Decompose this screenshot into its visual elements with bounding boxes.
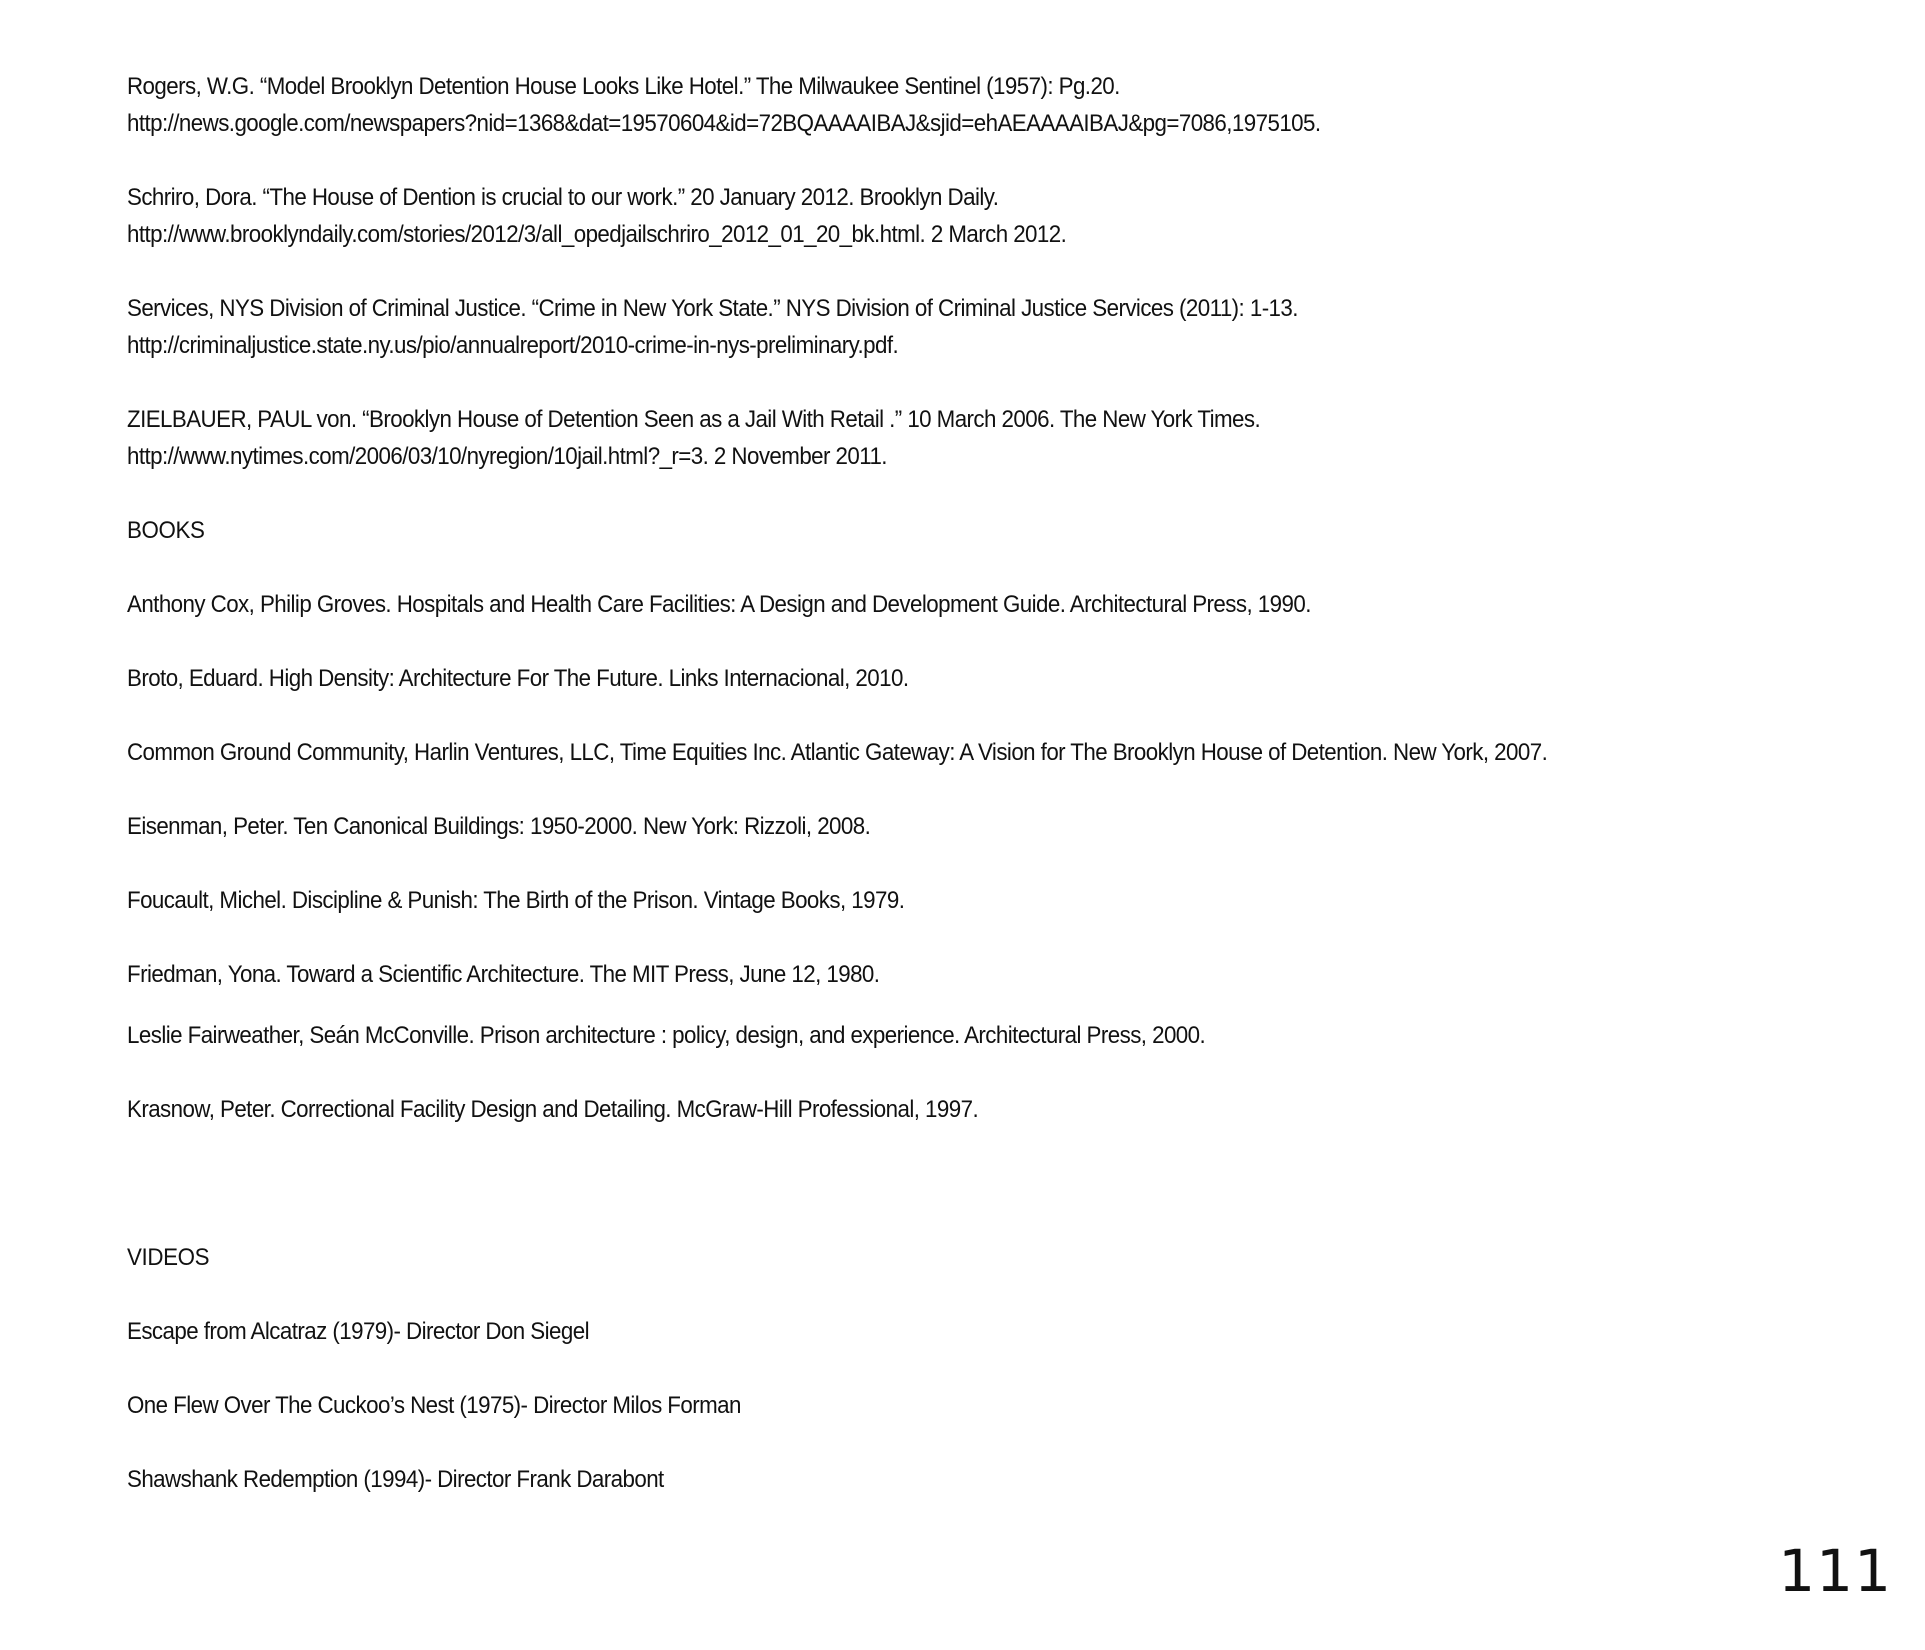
books-heading: BOOKS <box>127 517 205 544</box>
reference-url: http://criminaljustice.state.ny.us/pio/annualreport/2010-crime-in-nys-preliminary.pdf. <box>127 332 899 359</box>
book-entry: Common Ground Community, Harlin Ventures, LLC, Time Equities Inc. Atlantic Gateway: A Vision for The Brooklyn House of Detention. New York, 2007. <box>127 739 1548 766</box>
book-entry: Friedman, Yona. Toward a Scientific Architecture. The MIT Press, June 12, 1980. <box>127 961 880 988</box>
reference-citation: Rogers, W.G. “Model Brooklyn Detention House Looks Like Hotel.” The Milwaukee Sentinel (1957): Pg.20. <box>127 73 1120 100</box>
reference-url: http://news.google.com/newspapers?nid=1368&dat=19570604&id=72BQAAAAIBAJ&sjid=ehAEAAAAIBAJ&pg=7086,1975105. <box>127 110 1321 137</box>
reference-url: http://www.nytimes.com/2006/03/10/nyregion/10jail.html?_r=3. 2 November 2011. <box>127 443 887 470</box>
reference-url: http://www.brooklyndaily.com/stories/2012/3/all_opedjailschriro_2012_01_20_bk.html. 2 March 2012. <box>127 221 1067 248</box>
book-entry: Anthony Cox, Philip Groves. Hospitals and Health Care Facilities: A Design and Development Guide. Architectural Press, 1990. <box>127 591 1311 618</box>
video-entry: One Flew Over The Cuckoo’s Nest (1975)- Director Milos Forman <box>127 1392 741 1419</box>
video-entry: Shawshank Redemption (1994)- Director Frank Darabont <box>127 1466 664 1493</box>
book-entry: Broto, Eduard. High Density: Architecture For The Future. Links Internacional, 2010. <box>127 665 909 692</box>
book-entry: Leslie Fairweather, Seán McConville. Prison architecture : policy, design, and experience. Architectural Press, 2000. <box>127 1022 1206 1049</box>
reference-citation: Services, NYS Division of Criminal Justice. “Crime in New York State.” NYS Division of Criminal Justice Services (2011): 1-13. <box>127 295 1298 322</box>
video-entry: Escape from Alcatraz (1979)- Director Don Siegel <box>127 1318 589 1345</box>
videos-heading: VIDEOS <box>127 1244 210 1271</box>
page-number: 111 <box>1778 1537 1892 1605</box>
book-entry: Eisenman, Peter. Ten Canonical Buildings: 1950-2000. New York: Rizzoli, 2008. <box>127 813 871 840</box>
reference-citation: Schriro, Dora. “The House of Dention is crucial to our work.” 20 January 2012. Brooklyn Daily. <box>127 184 999 211</box>
reference-entry <box>127 290 1827 364</box>
bibliography-page <box>127 68 1827 1498</box>
reference-entry <box>127 68 1827 142</box>
book-entry: Krasnow, Peter. Correctional Facility Design and Detailing. McGraw-Hill Professional, 1997. <box>127 1096 979 1123</box>
reference-entry <box>127 401 1827 475</box>
reference-entry <box>127 179 1827 253</box>
book-entry: Foucault, Michel. Discipline & Punish: The Birth of the Prison. Vintage Books, 1979. <box>127 887 905 914</box>
reference-citation: ZIELBAUER, PAUL von. “Brooklyn House of Detention Seen as a Jail With Retail .” 10 March 2006. The New York Times. <box>127 406 1261 433</box>
